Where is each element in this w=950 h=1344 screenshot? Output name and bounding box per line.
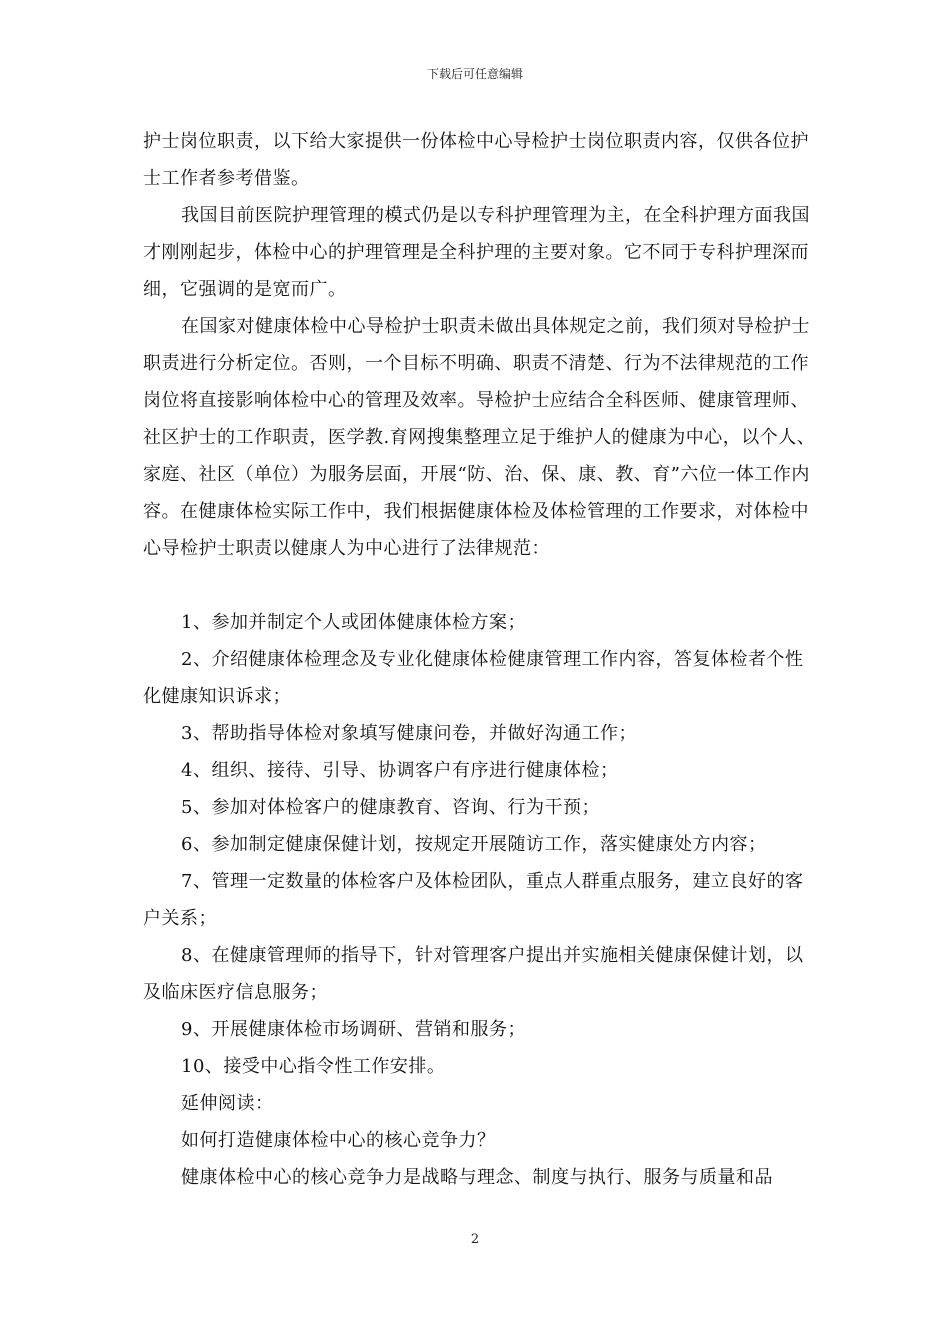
duty-item: 6、参加制定健康保健计划，按规定开展随访工作，落实健康处方内容；: [181, 834, 767, 855]
duty-item: 5、参加对体检客户的健康教育、咨询、行为干预；: [181, 797, 600, 818]
document-body: [143, 123, 817, 1196]
duty-item: 1、参加并制定个人或团体健康体检方案；: [181, 612, 526, 633]
page-number: 2: [470, 1232, 480, 1247]
duty-item: 9、开展健康体检市场调研、营销和服务；: [181, 1019, 526, 1040]
page-header: 下载后可任意编辑: [426, 67, 523, 81]
paragraph-duty-positioning: 在国家对健康体检中心导检护士职责未做出具体规定之前，我们须对导检护士职责进行分析定位。否则，一个目标不明确、职责不清楚、行为不法律规范的工作岗位将直接影响体检中心的管理及效率。导检护士应结合全科医师、健康管理师、社区护士的工作职责，医学教.育网搜集整理立足于维护人的健康为中心，以个人、家庭、社区（单位）为服务层面，开展“防、治、保、康、教、育”六位一体工作内容。在健康体检实际工作中，我们根据健康体检及体检管理的工作要求，对体检中心导检护士职责以健康人为中心进行了法律规范：: [143, 316, 816, 559]
duty-item: 8、在健康管理师的指导下，针对管理客户提出并实施相关健康保健计划，以及临床医疗信息服务；: [143, 945, 804, 1003]
duty-item: 10、接受中心指令性工作安排。: [181, 1056, 446, 1077]
further-reading-text: 健康体检中心的核心竞争力是战略与理念、制度与执行、服务与质量和品: [181, 1167, 773, 1188]
duty-item: 2、介绍健康体检理念及专业化健康体检健康管理工作内容，答复体检者个性化健康知识诉求；: [143, 649, 804, 707]
paragraph-nursing-mode: 我国目前医院护理管理的模式仍是以专科护理管理为主，在全科护理方面我国才刚刚起步，体检中心的护理管理是全科护理的主要对象。它不同于专科护理深而细，它强调的是宽而广。: [143, 205, 810, 300]
paragraph-gap: [143, 567, 817, 604]
duty-item: 4、组织、接待、引导、协调客户有序进行健康体检；: [181, 760, 619, 781]
further-reading-question: 如何打造健康体检中心的核心竞争力？: [181, 1130, 496, 1151]
duty-item: 7、管理一定数量的体检客户及体检团队，重点人群重点服务，建立良好的客户关系；: [143, 871, 804, 929]
duty-item: 3、帮助指导体检对象填写健康问卷，并做好沟通工作；: [181, 723, 637, 744]
further-reading-label: 延伸阅读：: [181, 1093, 274, 1114]
paragraph-intro: 护士岗位职责，以下给大家提供一份体检中心导检护士岗位职责内容，仅供各位护士工作者参考借鉴。: [143, 131, 809, 189]
